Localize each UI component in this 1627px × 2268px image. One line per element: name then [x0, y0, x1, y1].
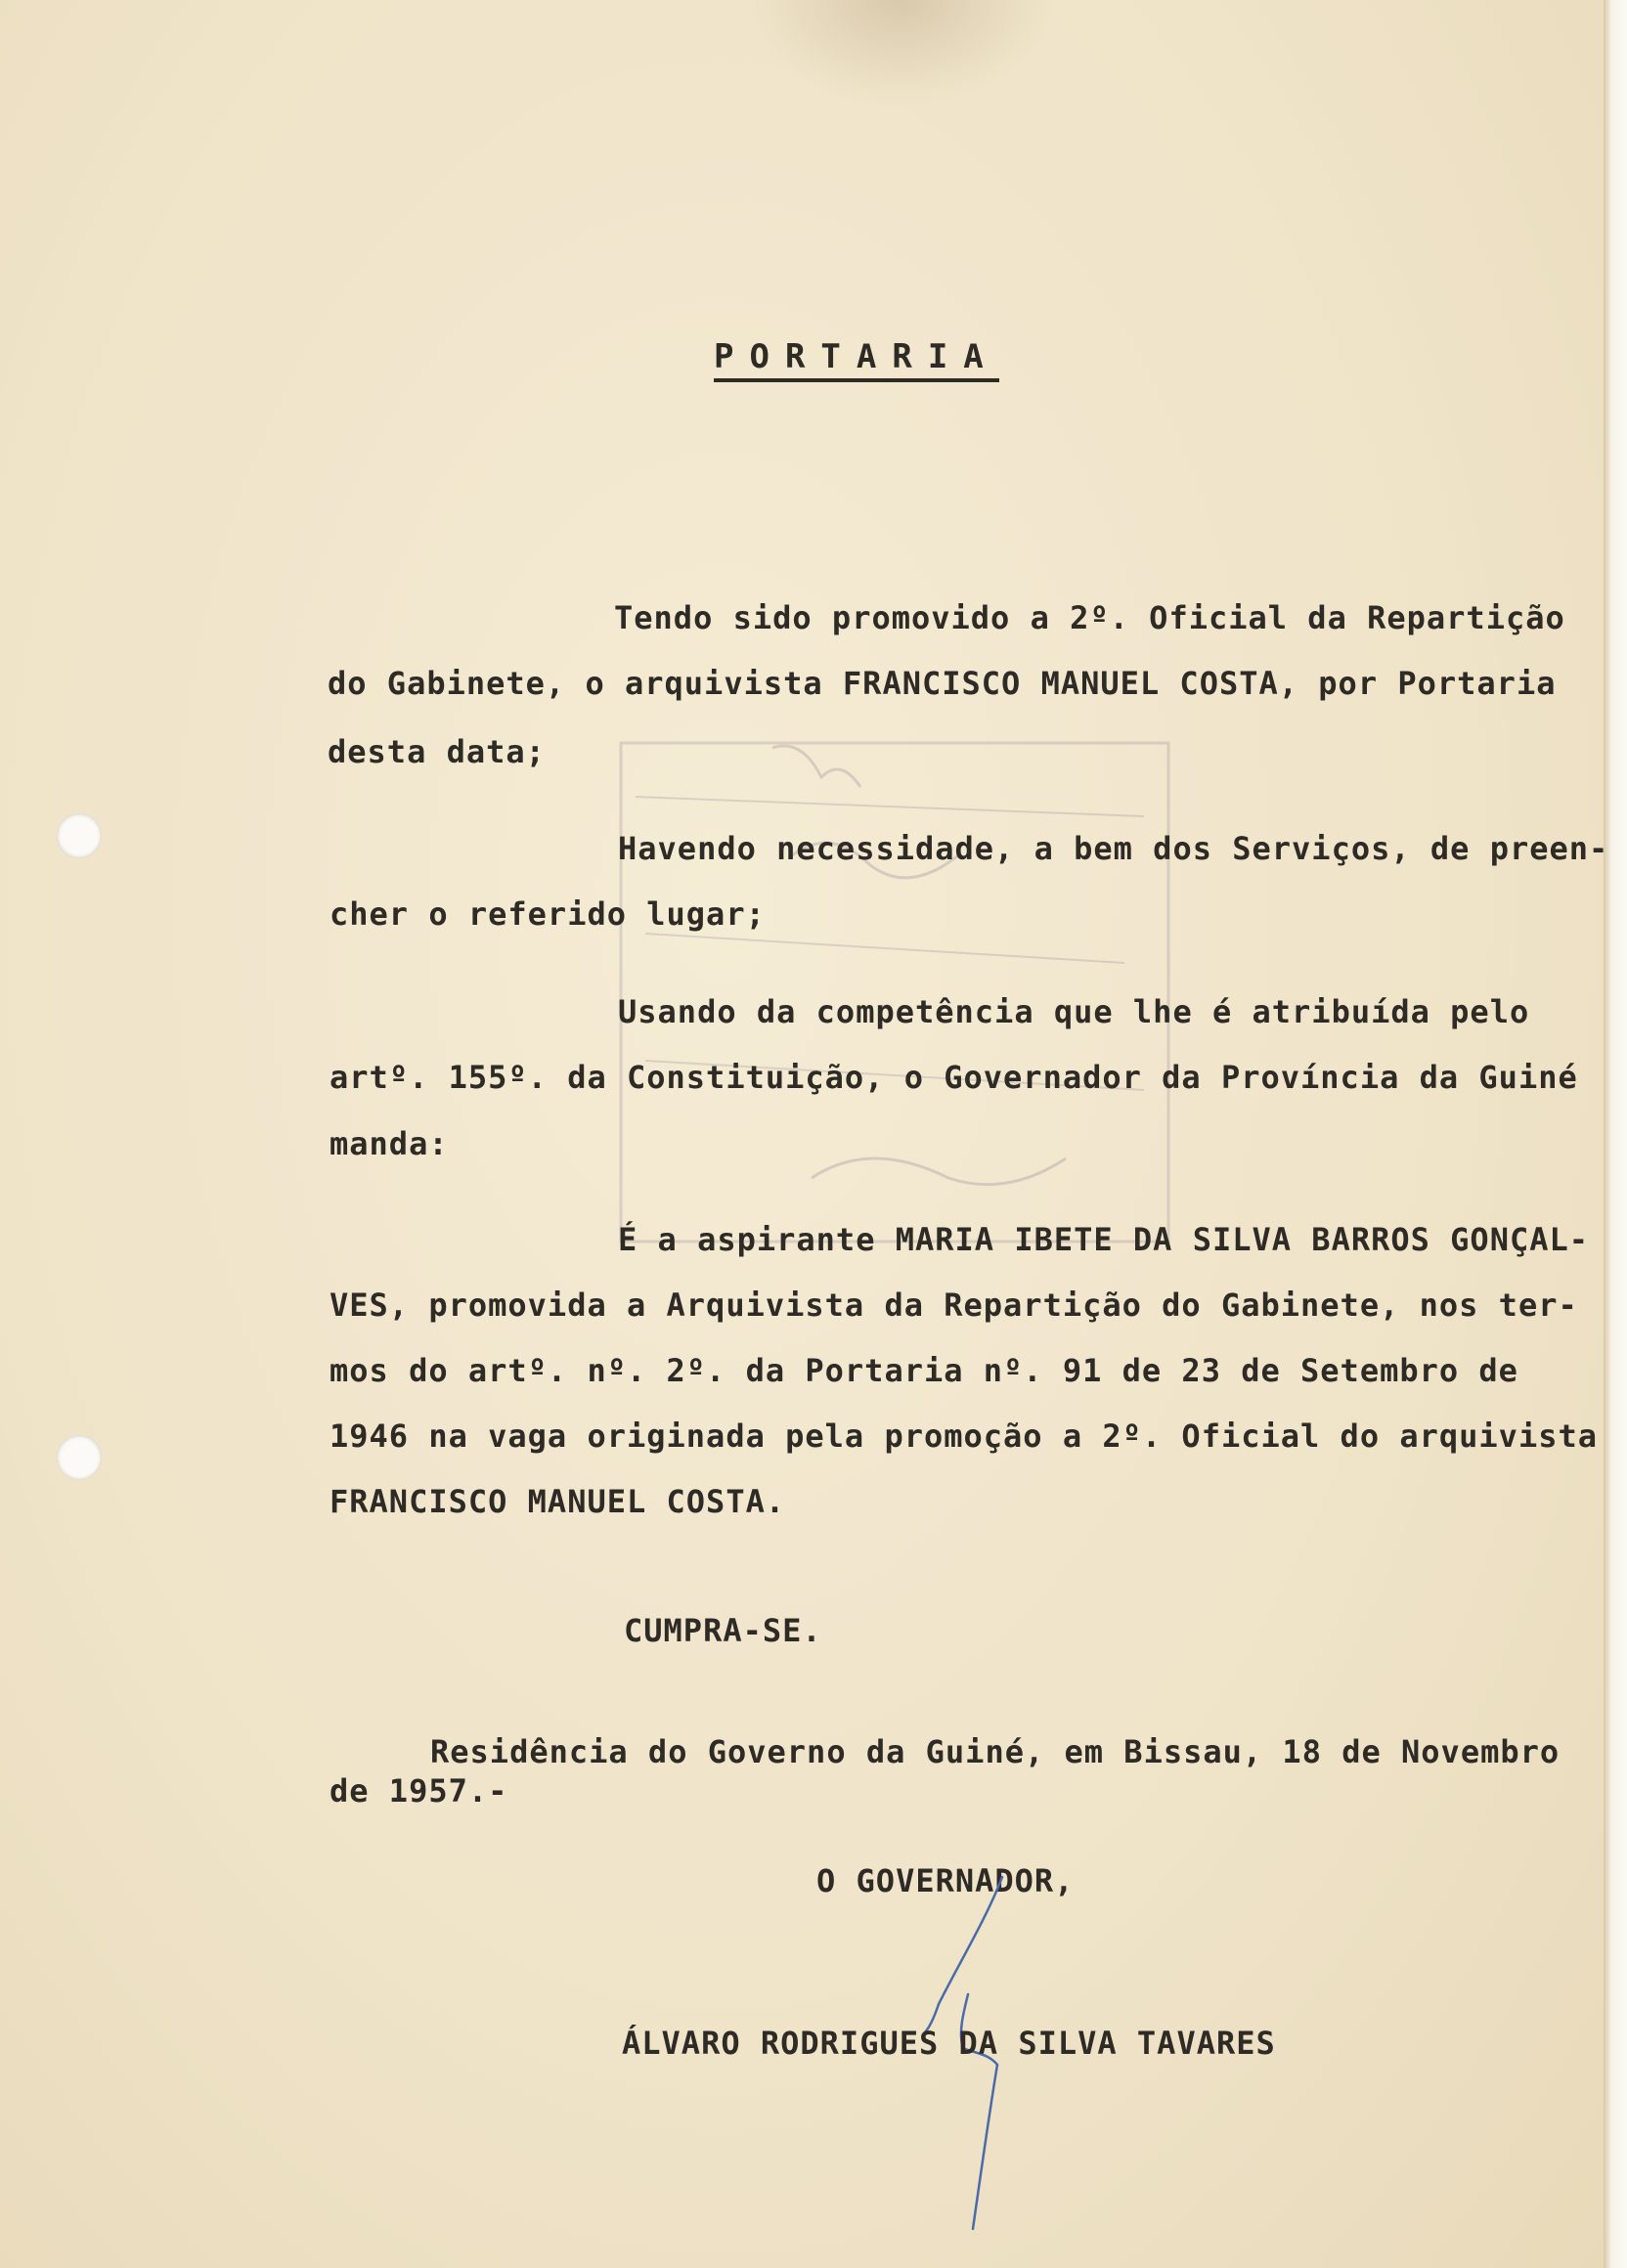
paragraph-3-line-3: manda:: [330, 1125, 449, 1162]
paragraph-3-line-2: artº. 155º. da Constituição, o Governador da Província da Guiné: [330, 1059, 1578, 1096]
paragraph-4-line-1: É a aspirante MARIA IBETE DA SILVA BARROS GONÇAL-: [618, 1221, 1590, 1258]
paragraph-1-line-3: desta data;: [328, 733, 546, 770]
paragraph-4-line-3: mos do artº. nº. 2º. da Portaria nº. 91 de 23 de Setembro de: [330, 1352, 1518, 1389]
paragraph-1-line-2: do Gabinete, o arquivista FRANCISCO MANUEL COSTA, por Portaria: [328, 665, 1557, 702]
paragraph-1-line-1: Tendo sido promovido a 2º. Oficial da Repartição: [614, 599, 1565, 636]
paragraph-4-line-5: FRANCISCO MANUEL COSTA.: [330, 1483, 786, 1520]
place-date-line-1: Residência do Governo da Guiné, em Bissau, 18 de Novembro: [430, 1733, 1561, 1770]
paper-edge: [1604, 0, 1627, 2268]
place-date-line-2: de 1957.-: [330, 1772, 508, 1810]
signatory-title: O GOVERNADOR,: [816, 1862, 1075, 1899]
paragraph-2-line-2: cher o referido lugar;: [330, 895, 766, 933]
paragraph-4-line-4: 1946 na vaga originada pela promoção a 2º. Oficial do arquivista: [330, 1418, 1598, 1455]
command-text: CUMPRA-SE.: [624, 1612, 822, 1649]
punch-hole-bottom: [57, 1435, 102, 1480]
paragraph-2-line-1: Havendo necessidade, a bem dos Serviços, de preen-: [618, 830, 1609, 867]
paragraph-4-line-2: VES, promovida a Arquivista da Repartição do Gabinete, nos ter-: [330, 1287, 1578, 1324]
punch-hole-top: [57, 813, 102, 858]
document-title: PORTARIA: [714, 337, 999, 382]
paper-stain: [743, 0, 1056, 108]
signatory-name: ÁLVARO RODRIGUES DA SILVA TAVARES: [622, 2025, 1276, 2062]
paragraph-3-line-1: Usando da competência que lhe é atribuída pelo: [618, 993, 1530, 1030]
